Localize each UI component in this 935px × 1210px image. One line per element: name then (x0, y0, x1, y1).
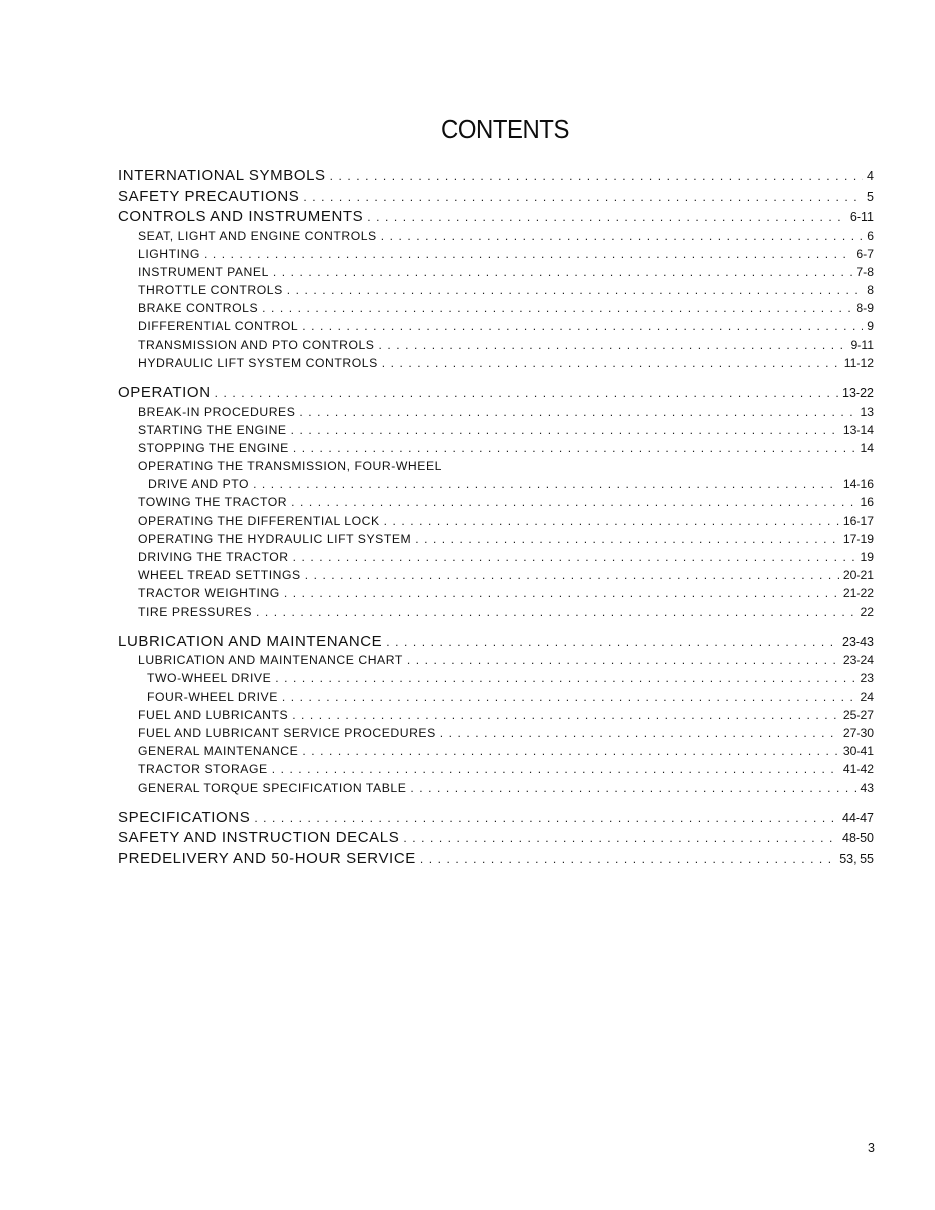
toc-entry-pages: 13 (860, 404, 874, 419)
toc-subentry[interactable] (118, 605, 874, 623)
toc-entry-operation[interactable] (118, 384, 874, 405)
toc-subentry[interactable] (118, 247, 874, 265)
toc-entry-label: THROTTLE CONTROLS (138, 283, 283, 298)
toc-entry-label: TRANSMISSION AND PTO CONTROLS (138, 337, 375, 352)
toc-entry-label: OPERATING THE HYDRAULIC LIFT SYSTEM (138, 531, 412, 546)
toc-subentry[interactable] (118, 568, 874, 586)
toc-entry-pages: 9 (867, 319, 874, 334)
toc-entry-label: INTERNATIONAL SYMBOLS (118, 167, 326, 184)
toc-subentry[interactable] (118, 514, 874, 532)
dot-leader (293, 441, 857, 455)
page-title: CONTENTS (441, 114, 569, 144)
toc-entry-label: OPERATING THE TRANSMISSION, FOUR-WHEEL (138, 459, 442, 474)
toc-entry-pages: 44-47 (842, 810, 874, 825)
toc-entry-pages: 30-41 (842, 744, 874, 759)
page-number: 3 (868, 1141, 875, 1155)
toc-entry-pages: 8-9 (856, 301, 874, 316)
toc-subentry[interactable] (118, 356, 874, 374)
toc-subentry[interactable] (118, 265, 874, 283)
toc-subentry-multiline[interactable] (118, 459, 874, 477)
dot-leader (384, 514, 839, 528)
toc-subentry[interactable] (118, 781, 874, 799)
toc-entry-label: TIRE PRESSURES (138, 604, 253, 619)
dot-leader (293, 550, 857, 564)
toc-entry-label: GENERAL MAINTENANCE (138, 744, 299, 759)
toc-entry-label: LIGHTING (138, 246, 200, 261)
dot-leader (284, 586, 839, 600)
table-of-contents (118, 167, 874, 870)
dot-leader (382, 356, 840, 370)
dot-leader (330, 169, 863, 183)
toc-entry-pages: 24 (860, 689, 874, 704)
toc-entry-pages: 14-16 (842, 477, 874, 492)
toc-entry-pages: 6-11 (849, 210, 874, 224)
toc-entry-label: FUEL AND LUBRICANTS (138, 707, 289, 722)
toc-entry-label: SPECIFICATIONS (118, 808, 251, 826)
dot-leader (256, 605, 856, 619)
toc-entry-pages: 22 (860, 604, 874, 619)
dot-leader (303, 190, 863, 204)
toc-entry-pages: 43 (860, 780, 874, 795)
toc-entry-label: DIFFERENTIAL CONTROL (138, 319, 299, 334)
toc-entry-lubrication-and-maintenance[interactable] (118, 633, 874, 654)
toc-entry-label: BREAK-IN PROCEDURES (138, 404, 296, 419)
toc-entry-label: LUBRICATION AND MAINTENANCE CHART (138, 653, 403, 668)
toc-entry-pages: 8 (867, 283, 874, 298)
dot-leader (420, 852, 835, 866)
toc-subentry[interactable] (118, 301, 874, 319)
toc-entry-pages: 14 (860, 440, 874, 455)
toc-entry-label: OPERATING THE DIFFERENTIAL LOCK (138, 513, 380, 528)
toc-entry-pages: 23 (860, 671, 874, 686)
dot-leader (287, 283, 863, 297)
toc-entry-label: WHEEL TREAD SETTINGS (138, 568, 301, 583)
dot-leader (305, 568, 839, 582)
toc-subentry[interactable] (118, 653, 874, 671)
toc-entry-pages: 20-21 (842, 568, 874, 583)
toc-entry-pages: 13-14 (842, 422, 874, 437)
toc-entry-pages: 6-7 (856, 246, 874, 261)
toc-subentry[interactable] (118, 550, 874, 568)
toc-entry-label: FOUR-WHEEL DRIVE (147, 689, 278, 704)
toc-entry-specifications[interactable] (118, 809, 874, 830)
toc-entry-label: SAFETY PRECAUTIONS (118, 187, 300, 205)
toc-entry-label: DRIVING THE TRACTOR (138, 550, 289, 564)
toc-subentry[interactable] (118, 319, 874, 337)
dot-leader (381, 229, 863, 243)
toc-entry-label: OPERATION (118, 384, 211, 401)
dot-leader (440, 726, 839, 740)
dot-leader (299, 405, 856, 419)
toc-entry-pages: 41-42 (842, 762, 874, 777)
toc-entry-label: SAFETY AND INSTRUCTION DECALS (118, 829, 400, 847)
dot-leader (292, 708, 839, 722)
dot-leader (302, 319, 863, 333)
toc-entry-pages: 27-30 (842, 726, 874, 740)
dot-leader (272, 762, 839, 776)
toc-subentry[interactable] (118, 441, 874, 459)
dot-leader (415, 532, 839, 546)
toc-entry-label: SEAT, LIGHT AND ENGINE CONTROLS (138, 228, 377, 243)
toc-entry-label: TWO-WHEEL DRIVE (147, 671, 272, 686)
dot-leader (282, 690, 857, 704)
dot-leader (253, 477, 839, 491)
toc-entry-label-continuation: DRIVE AND PTO (148, 477, 250, 492)
section-gap (118, 374, 874, 384)
dot-leader (204, 247, 852, 261)
toc-subentry[interactable] (118, 338, 874, 356)
dot-leader (254, 811, 838, 825)
toc-entry-label: FUEL AND LUBRICANT SERVICE PROCEDURES (138, 726, 436, 740)
toc-entry-pages: 48-50 (842, 831, 874, 846)
toc-entry-pages: 13-22 (842, 386, 874, 400)
toc-entry-label: PREDELIVERY AND 50-HOUR SERVICE (118, 849, 416, 867)
dot-leader (386, 635, 838, 649)
dot-leader (367, 210, 846, 224)
toc-subentry[interactable] (118, 744, 874, 762)
toc-subentry[interactable] (118, 283, 874, 301)
toc-subentry[interactable] (118, 405, 874, 423)
toc-subentry[interactable] (118, 423, 874, 441)
toc-entry-pages: 5 (867, 189, 874, 204)
toc-entry-safety-and-instruction-decals[interactable] (118, 829, 874, 850)
toc-entry-label: TRACTOR STORAGE (138, 762, 268, 777)
toc-subentry[interactable] (118, 762, 874, 780)
section-gap (118, 623, 874, 633)
dot-leader (407, 653, 839, 667)
toc-entry-pages: 17-19 (842, 531, 874, 546)
dot-leader (410, 781, 856, 795)
dot-leader (302, 744, 838, 758)
toc-entry-safety-precautions[interactable] (118, 188, 874, 209)
toc-subsubentry[interactable] (118, 671, 874, 689)
toc-entry-pages: 23-24 (842, 653, 874, 668)
toc-subentry[interactable] (118, 726, 874, 744)
toc-subsubentry[interactable] (118, 690, 874, 708)
toc-entry-pages: 19 (860, 550, 874, 564)
toc-entry-pages: 9-11 (850, 337, 874, 352)
dot-leader (291, 423, 839, 437)
toc-entry-pages: 16 (860, 495, 874, 510)
toc-entry-label: STOPPING THE ENGINE (138, 440, 289, 455)
toc-entry-pages: 7-8 (856, 264, 874, 279)
toc-entry-controls-and-instruments[interactable] (118, 208, 874, 229)
toc-entry-label: LUBRICATION AND MAINTENANCE (118, 632, 383, 650)
toc-entry-label: BRAKE CONTROLS (138, 301, 259, 316)
toc-entry-pages: 23-43 (842, 634, 874, 649)
toc-entry-label: CONTROLS AND INSTRUMENTS (118, 208, 364, 225)
toc-entry-label: STARTING THE ENGINE (138, 422, 287, 437)
toc-entry-predelivery-and-50-hour-service[interactable] (118, 850, 874, 871)
toc-subentry[interactable] (118, 708, 874, 726)
toc-subentry[interactable] (118, 229, 874, 247)
toc-subentry-continuation[interactable] (118, 477, 874, 495)
dot-leader (215, 386, 838, 400)
toc-entry-pages: 25-27 (842, 707, 874, 722)
toc-entry-label: HYDRAULIC LIFT SYSTEM CONTROLS (138, 355, 378, 370)
dot-leader (262, 301, 852, 315)
toc-entry-international-symbols[interactable] (118, 167, 874, 188)
toc-entry-label: TOWING THE TRACTOR (138, 495, 288, 510)
toc-entry-pages: 21-22 (842, 586, 874, 601)
dot-leader (291, 495, 856, 509)
toc-entry-pages: 53, 55 (839, 851, 874, 866)
dot-leader (273, 265, 852, 279)
toc-entry-label: TRACTOR WEIGHTING (138, 586, 280, 601)
toc-entry-pages: 16-17 (842, 513, 874, 528)
toc-entry-pages: 4 (867, 169, 874, 183)
toc-subentry[interactable] (118, 586, 874, 604)
dot-leader (275, 671, 856, 685)
toc-entry-label: GENERAL TORQUE SPECIFICATION TABLE (138, 780, 407, 795)
dot-leader (403, 831, 838, 845)
toc-entry-pages: 11-12 (843, 355, 874, 370)
toc-subentry[interactable] (118, 495, 874, 513)
toc-subentry[interactable] (118, 532, 874, 550)
section-gap (118, 799, 874, 809)
toc-entry-label: INSTRUMENT PANEL (138, 264, 269, 279)
dot-leader (378, 338, 846, 352)
toc-entry-pages: 6 (867, 228, 874, 243)
